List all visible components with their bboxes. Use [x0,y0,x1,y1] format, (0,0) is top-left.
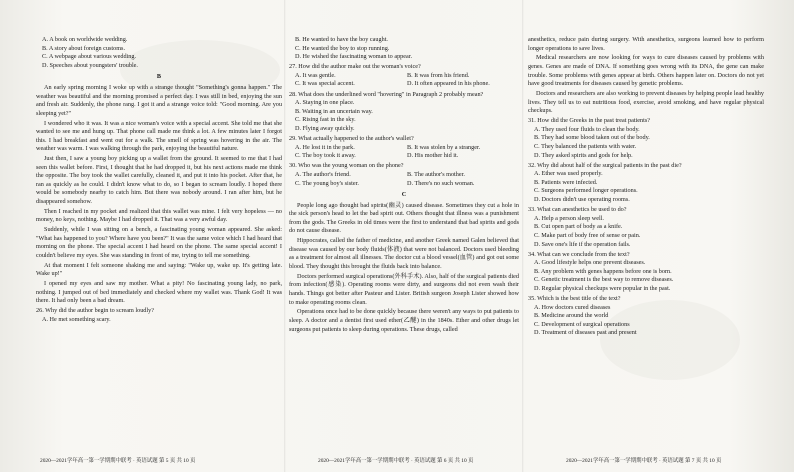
option: D. It often appeared in his phone. [407,80,490,88]
option: A. He lost it in the park. [295,143,355,151]
passage-paragraph: Doctors and researchers are also working to prevent diseases by helping people lead healthy lives. They tell us to eat nutritious food, exercise, avoid smoking, and have regular physical checkups. [528,89,764,115]
option: B. They had some blood taken out of the body. [534,134,650,142]
option: D. Save one's life if the operation fails. [534,240,631,248]
page-footer: 2020—2021学年高一第一学期期中联考 · 英语试题 第 5 页 共 10 页 [40,458,196,464]
page-footer: 2020—2021学年高一第一学期期中联考 · 英语试题 第 6 页 共 10 页 [318,458,474,464]
option: B. The author's mother. [407,170,465,178]
option: C. They balanced the patients with water. [534,143,637,150]
passage-paragraph: Operations once had to be done quickly because there weren't any ways to put patients to sleep. A doctor and a dentist first used ether(乙醚) in the 1840s. Ether and other drugs let surgeons put patients to sleep during operations. These drugs, called [289,308,519,333]
page-gutter-right [522,0,524,472]
question-27: 27. How did the author make out the woman's voice? [289,63,421,71]
option: B. Waiting in an uncertain way. [295,107,373,115]
section-heading-b: B [156,73,162,81]
page-7-column [528,36,764,452]
option: B. Cut open part of body as a knife. [534,223,623,231]
option: A. He met something scary. [42,316,111,324]
passage-paragraph: Hippocrates, called the father of medicine, and another Greek named Galen believed that disease was caused by our body fluids(体液) that were not balanced. Doctors used bleeding as a treatment for almost all illnesses. The doctor cut a blood vessel(血管) and got out some blood. They thought this brought the fluids back into balance. [289,237,519,271]
option: A. It was gentle. [295,71,336,79]
option: D. Regular physical checkups were popular in the past. [534,285,671,292]
option: B. It was from his friend. [407,71,470,79]
options-row [289,152,519,161]
page-footer: 2020—2021学年高一第一学期期中联考 · 英语试题 第 7 页 共 10 页 [566,458,722,464]
option: B. Medicine around the world [534,312,609,320]
question-35: 35. Which is the best title of the text? [528,295,621,303]
option: C. Surgeons performed longer operations. [534,187,638,195]
passage-paragraph: I opened my eyes and saw my mother. What a pity! No fascinating young lady, no park, nothing. I jumped out of bed immediately and checked where my wallet was. Thank God! It was there. It had only been a bad dream. [36,280,282,305]
option: A. Staying in one place. [295,99,355,107]
passage-paragraph: Suddenly, while I was sitting on a bench, a fascinating young woman appeared. She asked: "What has happened to you? Where have you been?" It was the same voice which I had heard that morning on the phone. The special accent I had heard on the phone. The same special accent! I couldn't believe my eyes. She was standing in front of me, trying to tell me something. [36,226,282,259]
passage-paragraph: An early spring morning I woke up with a strange thought "Something's gonna happen." The weather was beautiful and the morning promised a perfect day. I was still in bed, enjoying the sun and fresh air. Suddenly, the phone rang. I got it and a strange voice told: "Good morning. Are you sleeping yet?" [36,83,282,117]
option: D. There's no such woman. [407,179,475,187]
page-6-column [289,36,519,452]
passage-paragraph: Just then, I saw a young boy picking up a wallet from the ground. It seemed to me that I had seen this wallet before. First, I thought that he had dropped it, but his next actions made me think the opposite. The boy took the wallet carefully, cleaned it, and put it into his pocket. After that, he ran as quickly as he could. I didn't know what to do, so I began to scream loudly. I hoped there would be somebody nearby to catch him. But there was nobody around. I ran after him, but he disappeared somehow. [36,155,282,206]
options-row [289,171,519,180]
passage-paragraph: Then I reached in my pocket and realized that this wallet was mine. I felt very hopeless — no money, no keys, nothing. Maybe I had dropped it. That was a very awful day. [36,207,282,224]
options-row [289,180,519,189]
passage-paragraph: I wondered who it was. It was a nice woman's voice with a special accent. She told me that she wanted to see me and hung up. That phone call made me think a lot. A few minutes later I forgot this. I had breakfast and went out for a walk. The smell of spring was hovering in the air. The weather was warm. I was walking through the park, enjoying the beautiful nature. [36,119,282,153]
question-34: 34. What can we conclude from the text? [528,250,630,258]
option: C. Rising fast in the sky. [295,116,356,124]
page-5-column [36,36,282,452]
option: C. The boy took it away. [295,152,356,160]
option: D. Speeches about youngsters' trouble. [42,61,138,69]
option: B. A story about foreign customs. [42,44,126,52]
option: B. Patients were infected. [534,178,598,186]
option: A. Ether was used properly. [534,170,603,178]
passage-paragraph: People long ago thought bad spirits(幽灵) caused disease. Sometimes they cut a hole in the sick person's head to let the bad spirit out. Others thought that illness was a punishment from the gods. The Greeks in old times were the first to understand that bad spirits and gods do not cause disease. [289,201,519,235]
option: A. They used four fluids to clean the body. [534,125,640,133]
option: C. Genetic treatment is the best way to remove diseases. [534,276,674,284]
section-heading-c: C [401,191,407,199]
passage-paragraph: anesthetics, reduce pain during surgery. With anesthetics, surgeons learned how to perform longer operations to save lives. [528,36,764,52]
options-row [289,144,519,153]
option: A. Help a person sleep well. [534,214,604,222]
option: D. His mother hid it. [407,152,459,160]
option: A. How doctors cured diseases [534,303,611,311]
question-31: 31. How did the Greeks in the past treat patients? [528,117,650,125]
option: B. It was stolen by a stranger. [407,143,481,151]
option: C. He wanted the boy to stop running. [295,44,390,52]
question-32: 32. Why did about half of the surgical patients in the past die? [528,161,682,169]
question-29: 29. What actually happened to the author's wallet? [289,135,414,143]
option: A. The author's friend. [295,170,351,178]
options-row [289,72,519,81]
option: D. They asked spirits and gods for help. [534,151,633,159]
option: A. Good lifestyle helps one prevent diseases. [534,259,646,267]
option: C. A webpage about various wedding. [42,53,136,61]
passage-paragraph: At that moment I felt someone shaking me and saying: "Wake up, wake up. It's getting late. Wake up!" [36,261,282,278]
option: C. Development of surgical operations [534,320,630,328]
option: B. He wanted to have the boy caught. [295,36,388,43]
question-26: 26. Why did the author begin to scream loudly? [36,307,154,315]
option: C. It was special accent. [295,80,355,88]
page-gutter-left [284,0,286,472]
option: A. A book on worldwide wedding. [42,36,128,43]
option: D. Doctors didn't use operating rooms. [534,196,630,204]
option: D. Flying away quickly. [295,124,355,132]
option: C. The young boy's sister. [295,179,359,187]
option: B. Any problem with genes happens before one is born. [534,267,672,275]
options-row [289,80,519,89]
option: D. He wished the fascinating woman to appear. [295,53,413,61]
passage-paragraph: Medical researchers are now looking for ways to cure diseases caused by problems with genes. Genes are made of DNA. If something goes wrong with its DNA, the gene can make trouble. Some problems with genes appear at birth. Others happen later on. Doctors do not yet have good treatments for diseases caused by genetic problems. [528,54,764,88]
passage-paragraph: Doctors performed surgical operations(外科手术). Also, half of the surgical patients died from infection(感染). Operating rooms were dirty, and surgeons did not even wash their hands. Things got better after Pasteur and Lister. British surgeon Joseph Lister showed how to make operating rooms clean. [289,272,519,306]
question-33: 33. What can anesthetics be used to do? [528,206,627,214]
question-28: 28. What does the underlined word "hovering" in Paragraph 2 probably mean? [289,90,484,98]
question-30: 30. Who was the young woman on the phone? [289,162,404,170]
option: C. Make part of body free of sense or pain. [534,231,641,239]
option: D. Treatment of diseases past and present [534,329,637,337]
